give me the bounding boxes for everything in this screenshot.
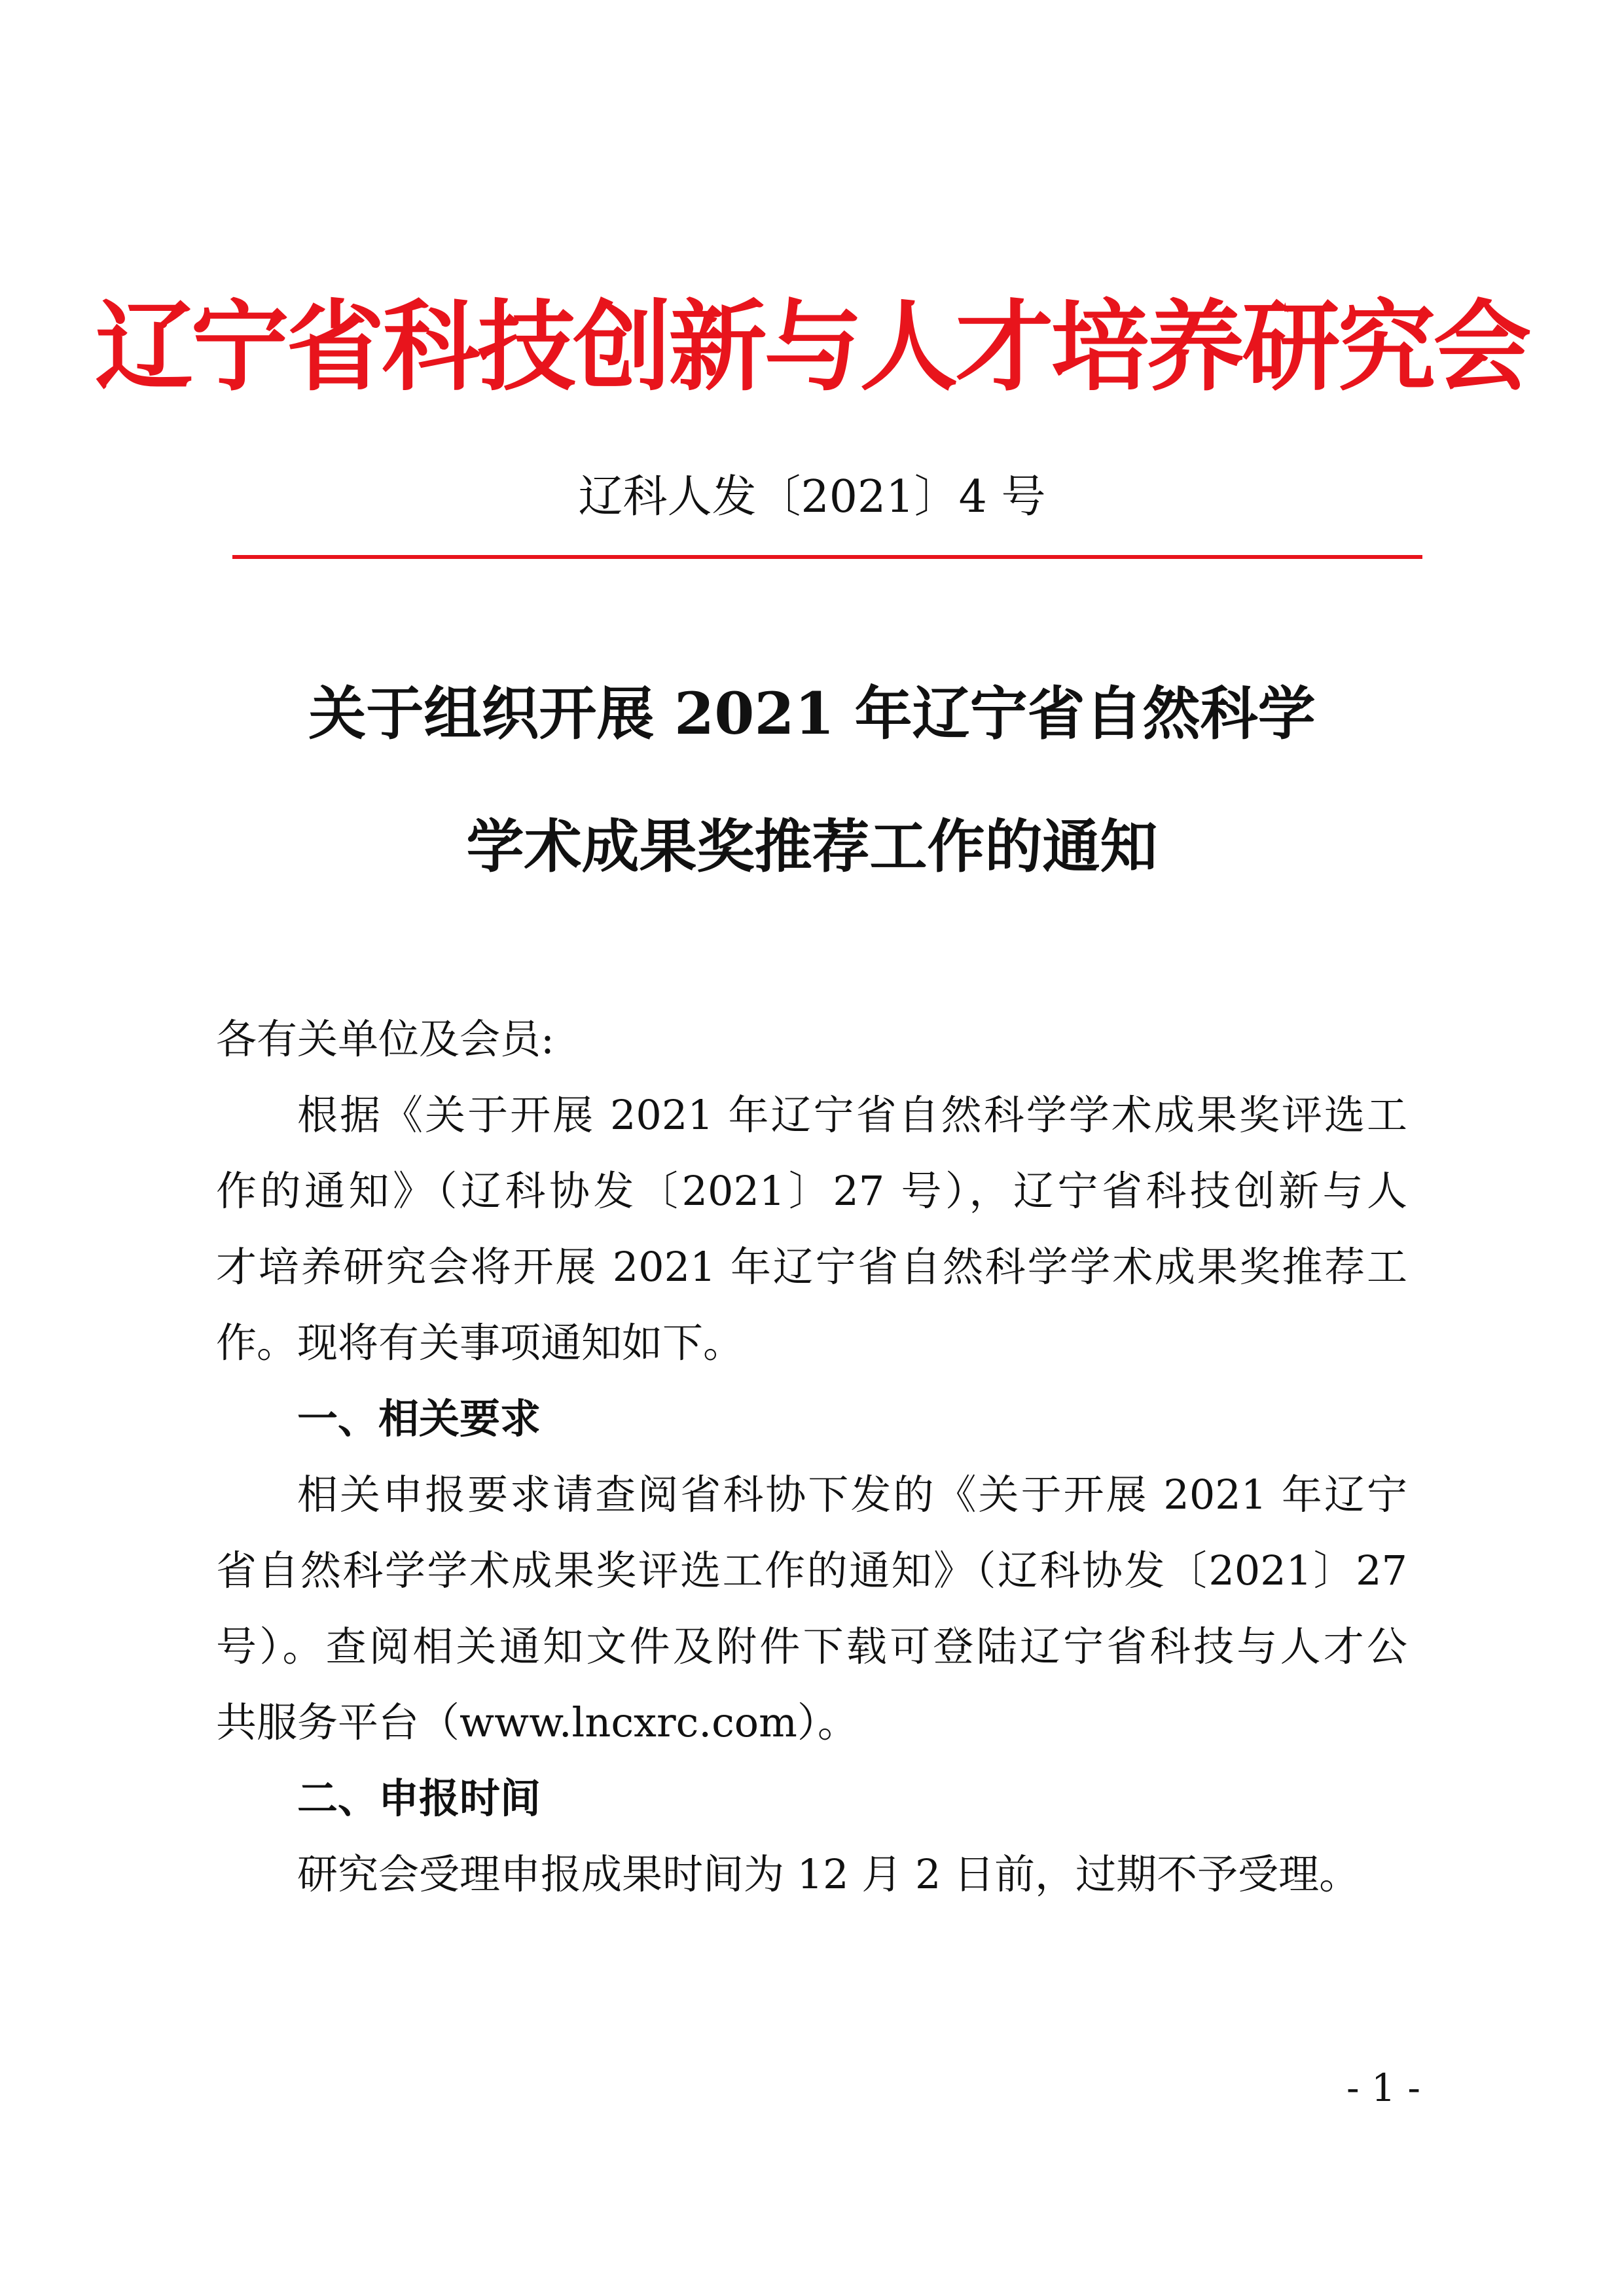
paragraph-2-line-4: 共服务平台（www.lncxrc.com）。 bbox=[216, 1698, 858, 1746]
paragraph-1-line-2: 作的通知》（辽科协发〔2021〕27 号），辽宁省科技创新与人 bbox=[216, 1167, 1407, 1215]
salutation: 各有关单位及会员: bbox=[216, 1015, 554, 1063]
paragraph-2-line-3: 号）。查阅相关通知文件及附件下载可登陆辽宁省科技与人才公 bbox=[216, 1623, 1407, 1670]
section-2-heading: 二、申报时间 bbox=[297, 1774, 541, 1822]
paragraph-2-line-1: 相关申报要求请查阅省科协下发的《关于开展 2021 年辽宁 bbox=[297, 1471, 1407, 1518]
paragraph-2-line-2: 省自然科学学术成果奖评选工作的通知》（辽科协发〔2021〕27 bbox=[216, 1547, 1407, 1594]
notice-title-line-1: 关于组织开展 2021 年辽宁省自然科学 bbox=[308, 679, 1316, 747]
paragraph-1-line-1: 根据《关于开展 2021 年辽宁省自然科学学术成果奖评选工 bbox=[297, 1091, 1407, 1139]
document-number: 辽科人发〔2021〕4 号 bbox=[578, 471, 1046, 523]
paragraph-1-line-4: 作。现将有关事项通知如下。 bbox=[216, 1319, 744, 1367]
notice-body bbox=[216, 1001, 1407, 1912]
organization-masthead: 辽宁省科技创新与人才培养研究会 bbox=[95, 289, 1529, 404]
section-1-heading: 一、相关要求 bbox=[297, 1395, 541, 1443]
header-divider bbox=[232, 555, 1422, 559]
paragraph-3: 研究会受理申报成果时间为 12 月 2 日前，过期不予受理。 bbox=[297, 1850, 1360, 1898]
notice-title-line-2: 学术成果奖推荐工作的通知 bbox=[466, 812, 1158, 880]
page-number: - 1 - bbox=[1346, 2066, 1420, 2110]
paragraph-1-line-3: 才培养研究会将开展 2021 年辽宁省自然科学学术成果奖推荐工 bbox=[216, 1243, 1407, 1291]
